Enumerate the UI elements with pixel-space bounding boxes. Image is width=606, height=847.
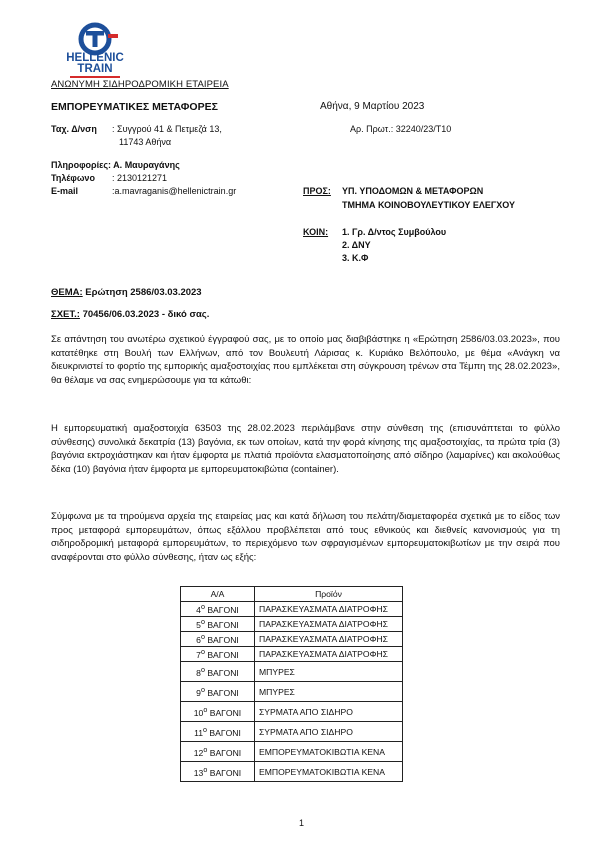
protocol-number: Αρ. Πρωτ.: 32240/23/Τ10 — [350, 124, 452, 134]
email-label: E-mail — [51, 186, 79, 196]
table-row — [181, 742, 403, 762]
subject-text: Ερώτηση 2586/03.03.2023 — [82, 287, 202, 298]
wagon-cell: $5^o$ ΒΑΓΟΝΙ — [181, 617, 255, 632]
wagon-cell: $7^o$ ΒΑΓΟΝΙ — [181, 647, 255, 662]
to-line2: ΤΜΗΜΑ ΚΟΙΝΟΒΟΥΛΕΥΤΙΚΟΥ ΕΛΕΓΧΟΥ — [342, 200, 516, 210]
product-cell: ΠΑΡΑΣΚΕΥΑΣΜΑΤΑ ΔΙΑΤΡΟΦΗΣ — [255, 617, 403, 632]
table-header-row — [181, 587, 403, 602]
cc-line3: 3. Κ.Φ — [342, 253, 369, 263]
wagon-cell: $8^o$ ΒΑΓΟΝΙ — [181, 662, 255, 682]
subject-line — [51, 287, 202, 298]
product-cell: ΕΜΠΟΡΕΥΜΑΤΟΚΙΒΩΤΙΑ ΚΕΝΑ — [255, 762, 403, 782]
address-label: Ταχ. Δ/νση — [51, 124, 97, 134]
phone-label: Τηλέφωνο — [51, 173, 95, 183]
wagon-cell: $12^o$ ΒΑΓΟΝΙ — [181, 742, 255, 762]
reference-text: 70456/06.03.2023 - δικό σας. — [79, 309, 210, 320]
body-paragraph-1: Σε απάντηση του ανωτέρω σχετικού έγγραφού σας, με το οποίο μας διαβιβάστηκε η «Ερώτηση 2586/03.03.2023», που κατατέθηκε στη Βουλή των Ελλήνων, από τον Βουλευτή Λάρισας κ. Κυριάκο Βελόπουλο, με θέμα «Ανάγκη να διευκρινιστεί το φορτίο της εμπορικής αμαξοστοιχίας που εμπλέκεται στη σύγκρουση τρένων στα Τέμπη της 28.02.2023», θα θέλαμε να σας ενημερώσουμε για τα κάτωθι: — [51, 334, 560, 386]
wagon-cell: $13^o$ ΒΑΓΟΝΙ — [181, 762, 255, 782]
table-row — [181, 647, 403, 662]
cc-label: ΚΟΙΝ: — [303, 227, 329, 237]
wagon-cell: $10^o$ ΒΑΓΟΝΙ — [181, 702, 255, 722]
email-value: :a.mavraganis@hellenictrain.gr — [112, 186, 237, 196]
wagon-cell: $9^o$ ΒΑΓΟΝΙ — [181, 682, 255, 702]
body-paragraph-2: Η εμπορευματική αμαξοστοιχία 63503 της 28.02.2023 περιλάμβανε στην σύνθεση της (επισυνάπτεται το φύλλο σύνθεσης) συνολικά δεκατρία (13) βαγόνια, εκ των οποίων, κατά την φορά κίνησης της αμαξοστοιχίας, τα πρώτα τρία (3) βαγόνια εκτροχιάστηκαν και ήταν έμφορτα με πλατιά προϊόντα ελασματοποίησης από σίδηρο (λαμαρίνες) και ακολούθως δέκα (10) βαγόνια ήταν έμφορτα με εμπορευματοκιβώτια (container). — [51, 423, 560, 475]
table-row — [181, 602, 403, 617]
table-row — [181, 617, 403, 632]
table-row — [181, 762, 403, 782]
cc-line2: 2. ΔΝΥ — [342, 240, 371, 250]
hellenic-train-logo — [58, 22, 132, 80]
product-cell: ΕΜΠΟΡΕΥΜΑΤΟΚΙΒΩΤΙΑ ΚΕΝΑ — [255, 742, 403, 762]
to-label: ΠΡΟΣ: — [303, 186, 331, 196]
reference-label: ΣΧΕΤ.: — [51, 309, 80, 320]
header-product: Προϊόν — [255, 587, 403, 602]
subject-label: ΘΕΜΑ: — [51, 287, 83, 298]
page-number: 1 — [299, 818, 305, 828]
table-row — [181, 632, 403, 647]
to-line1: ΥΠ. ΥΠΟΔΟΜΩΝ & ΜΕΤΑΦΟΡΩΝ — [342, 186, 484, 196]
logo-underline — [70, 76, 120, 78]
body-paragraph-3: Σύμφωνα με τα τηρούμενα αρχεία της εταιρείας μας και κατά δήλωση του πελάτη/διαμεταφορέα σχετικά με το είδος των προς μεταφορά εμπορευμάτων, όπως εξάλλου προβλέπεται από τους εθνικούς και διεθνείς κανονισμούς για τη σιδηροδρομική μεταφορά εμπορευμάτων, το περιεχόμενο των σφραγισμένων εμπορευματοκιβωτίων με την σειρά που αναφέρονται στο φύλλο σύνθεσης, ήταν ως εξής: — [51, 511, 560, 563]
logo-text-line1: HELLENIC — [66, 52, 124, 64]
product-cell: ΠΑΡΑΣΚΕΥΑΣΜΑΤΑ ΔΙΑΤΡΟΦΗΣ — [255, 632, 403, 647]
letter-date: Αθήνα, 9 Μαρτίου 2023 — [320, 101, 425, 112]
department-title: ΕΜΠΟΡΕΥΜΑΤΙΚΕΣ ΜΕΤΑΦΟΡΕΣ — [51, 101, 218, 113]
table-row — [181, 702, 403, 722]
product-cell: ΠΑΡΑΣΚΕΥΑΣΜΑΤΑ ΔΙΑΤΡΟΦΗΣ — [255, 647, 403, 662]
header-aa: Α/Α — [181, 587, 255, 602]
wagon-cell: $11^o$ ΒΑΓΟΝΙ — [181, 722, 255, 742]
cargo-table — [180, 586, 403, 782]
table-row — [181, 682, 403, 702]
table-row — [181, 722, 403, 742]
reference-line — [51, 309, 209, 320]
info-label: Πληροφορίες: Α. Μαυραγάνης — [51, 160, 180, 170]
address-line2: 11743 Αθήνα — [119, 137, 172, 147]
phone-value: : 2130121271 — [112, 173, 168, 183]
product-cell: ΠΑΡΑΣΚΕΥΑΣΜΑΤΑ ΔΙΑΤΡΟΦΗΣ — [255, 602, 403, 617]
logo-text-line2: TRAIN — [77, 63, 113, 75]
cc-line1: 1. Γρ. Δ/ντος Συμβούλου — [342, 227, 447, 237]
product-cell: ΣΥΡΜΑΤΑ ΑΠΟ ΣΙΔΗΡΟ — [255, 702, 403, 722]
product-cell: ΜΠΥΡΕΣ — [255, 662, 403, 682]
wagon-cell: $6^o$ ΒΑΓΟΝΙ — [181, 632, 255, 647]
wagon-cell: $4^o$ ΒΑΓΟΝΙ — [181, 602, 255, 617]
table-row — [181, 662, 403, 682]
address-line1: : Συγγρού 41 & Πετμεζά 13, — [112, 124, 222, 134]
product-cell: ΣΥΡΜΑΤΑ ΑΠΟ ΣΙΔΗΡΟ — [255, 722, 403, 742]
product-cell: ΜΠΥΡΕΣ — [255, 682, 403, 702]
company-name: ΑΝΩΝΥΜΗ ΣΙΔΗΡΟΔΡΟΜΙΚΗ ΕΤΑΙΡΕΙΑ — [51, 79, 229, 90]
